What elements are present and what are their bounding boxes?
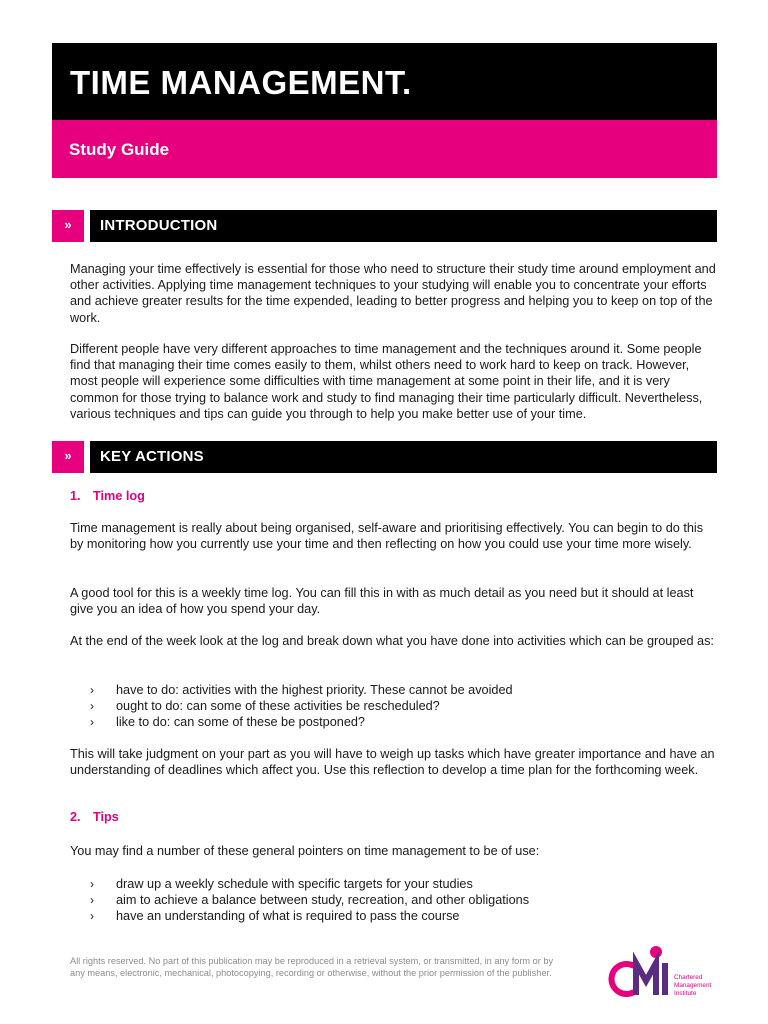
logo-tagline-3: Institute [674,990,697,997]
section-heading-bar [90,210,717,242]
document-title: TIME MANAGEMENT. [70,64,412,101]
chevron-right-icon: › [90,699,94,714]
list-item [90,682,710,698]
list-item [90,908,710,924]
subsection-heading-time-log [70,489,145,503]
chevron-right-icon: › [90,909,94,924]
logo-dot [650,946,662,958]
introduction-section-header [52,210,717,242]
copyright-notice: All rights reserved. No part of this publication may be reproduced in a retrieval system, or transmitted, in any form or by any means, electronic, mechanical, photocopying, recording or otherwise, without the prior permission of the publisher. [70,956,554,978]
chevron-right-icon: › [90,877,94,891]
time-log-paragraph-3: At the end of the week look at the log and break down what you have done into activities which can be grouped as: [70,634,714,648]
subtitle-band [52,120,717,178]
list-item [90,714,710,730]
subsection-title: Tips [93,810,119,824]
key-actions-section-header [52,441,717,473]
logo-tagline-2: Management [674,982,712,989]
logo-letter-i [662,963,668,995]
subsection-number: 2. [70,810,81,824]
list-item-text: draw up a weekly schedule with specific targets for your studies [116,877,473,891]
list-item-text: have to do: activities with the highest priority. These cannot be avoided [116,683,513,697]
intro-paragraph-1: Managing your time effectively is essential for those who need to structure their study time around employment and other activities. Applying time management techniques to your studying will enable you to concentrate your efforts and achieve greater results for the time expended, leading to better progress and helping you to keep on top of the work. [70,262,716,325]
list-item [90,698,710,714]
section-heading: KEY ACTIONS [100,448,204,465]
tips-intro: You may find a number of these general pointers on time management to be of use: [70,844,540,858]
time-log-paragraph-2: A good tool for this is a weekly time log. You can fill this in with as much detail as you need but it should at least give you an idea of how you spend your day. [70,586,694,617]
logo-letter-m [636,963,656,995]
subsection-heading-tips [70,810,119,824]
logo-tagline-1: Chartered [674,974,703,981]
logo-letter-c [612,964,634,994]
time-log-closing: This will take judgment on your part as you will have to weigh up tasks which have greater importance and have an understanding of deadlines which affect you. Use this reflection to develop a time plan for the forthcoming week. [70,747,715,778]
section-heading: INTRODUCTION [100,217,218,234]
subsection-title: Time log [93,489,145,503]
time-log-paragraph-1: Time management is really about being organised, self-aware and prioritising effectively. You can begin to do this by monitoring how you currently use your time and then reflecting on how you could use your time more wisely. [70,521,704,552]
list-item-text: ought to do: can some of these activities be rescheduled? [116,699,440,714]
chevron-right-icon: › [90,893,94,908]
chevron-right-icon: › [90,715,94,730]
double-chevron-right-icon: » [52,210,84,242]
intro-paragraph-2: Different people have very different approaches to time management and the techniques around it. Some people find that managing their time comes easily to them, whilst others need to work hard to keep on track. However, most people will experience some difficulties with time management at some point in their life, and it is very common for those trying to balance work and study to find managing their time particularly difficult. Nevertheless, various techniques and tips can guide you through to help you make better use of your time. [70,342,703,421]
priority-list [90,682,710,731]
list-item-text: have an understanding of what is required to pass the course [116,909,460,924]
chevron-right-icon: › [90,683,94,697]
title-band [52,43,717,120]
list-item-text: like to do: can some of these be postponed? [116,715,365,730]
list-item [90,892,710,908]
list-item-text: aim to achieve a balance between study, recreation, and other obligations [116,893,530,908]
tips-list [90,876,710,925]
cmi-logo [606,944,718,1000]
document-subtitle: Study Guide [69,140,170,159]
double-chevron-right-icon: » [52,441,84,473]
subsection-number: 1. [70,489,81,503]
section-heading-bar [90,441,717,473]
list-item [90,876,710,892]
